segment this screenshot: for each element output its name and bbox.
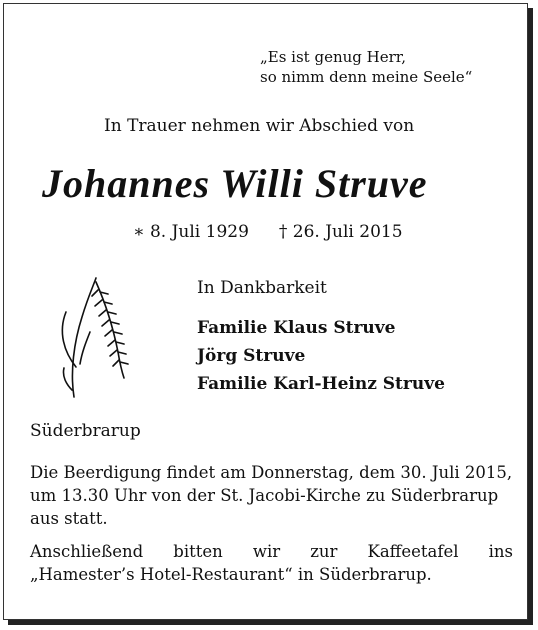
reception-info	[30, 540, 513, 586]
mourner-2: Jörg Struve	[197, 346, 306, 366]
funeral-line-2: um 13.30 Uhr von der St. Jacobi-Kirche zu Süderbrarup	[30, 486, 499, 505]
reception-line-2: „Hamester’s Hotel-Restaurant“ in Süderbrarup.	[30, 565, 432, 584]
funeral-info	[30, 461, 513, 530]
quote-block	[260, 47, 472, 87]
quote-line-2: so nimm denn meine Seele“	[260, 68, 473, 86]
funeral-line-3: aus statt.	[30, 509, 108, 528]
thanks-heading: In Dankbarkeit	[197, 278, 327, 298]
border-shadow-right	[528, 8, 533, 625]
place-name: Süderbrarup	[30, 421, 141, 441]
birth-date: ∗ 8. Juli 1929	[133, 222, 249, 242]
life-dates	[133, 222, 403, 242]
grain-stalk-icon	[52, 272, 142, 402]
border-shadow-bottom	[8, 620, 533, 625]
mourner-3: Familie Karl-Heinz Struve	[197, 374, 445, 394]
funeral-line-1: Die Beerdigung findet am Donnerstag, dem 30. Juli 2015,	[30, 463, 513, 482]
deceased-name: Johannes Willi Struve	[42, 161, 428, 206]
mourner-1: Familie Klaus Struve	[197, 318, 396, 338]
intro-text: In Trauer nehmen wir Abschied von	[104, 116, 415, 136]
death-date: † 26. Juli 2015	[278, 222, 403, 242]
reception-line-1: Anschließend bitten wir zur Kaffeetafel ins	[30, 542, 513, 561]
quote-line-1: „Es ist genug Herr,	[260, 48, 407, 66]
